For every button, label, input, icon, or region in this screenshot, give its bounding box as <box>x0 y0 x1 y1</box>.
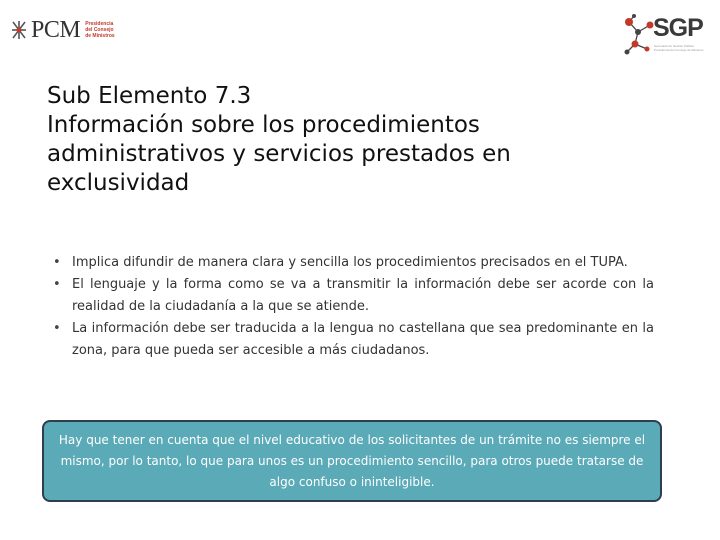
sgp-logo <box>622 12 712 58</box>
slide-title-line: exclusividad <box>47 170 190 196</box>
callout-text: Hay que tener en cuenta que el nivel educativo de los solicitantes de un trámite no es siempre el mismo, por lo tanto, lo que para unos es un procedimiento sencillo, para otros puede tratarse de algo confuso o ininteligible. <box>58 432 646 489</box>
pcm-logo-subtitle <box>85 21 114 39</box>
slide-title-line: administrativos y servicios prestados en <box>47 141 511 167</box>
pcm-subtitle-line: del Consejo <box>85 27 114 33</box>
slide-title-line: Información sobre los procedimientos <box>47 112 480 138</box>
bullet-item: • Implica difundir de manera clara y sencilla los procedimientos precisados en el TUPA. <box>47 252 654 274</box>
pcm-subtitle-line: de Ministros <box>85 33 115 39</box>
callout-box <box>42 420 662 502</box>
sgp-molecule-icon <box>622 12 656 58</box>
slide-title <box>47 82 647 198</box>
sgp-logo-subtitle <box>654 44 712 52</box>
slide-title-line: Sub Elemento 7.3 <box>47 83 252 109</box>
pcm-emblem-icon <box>10 19 28 41</box>
pcm-subtitle-line: Presidencia <box>85 21 114 27</box>
bullet-list <box>47 252 654 362</box>
bullet-item: • La información debe ser traducida a la lengua no castellana que sea predominante en la zona, para que pueda ser accesible a más ciudadanos. <box>47 318 654 362</box>
sgp-subtitle-line: Presidencia del Consejo de Ministros <box>654 48 704 52</box>
pcm-logo <box>10 14 115 46</box>
sgp-subtitle-line: Secretaría de Gestión Pública <box>654 44 694 48</box>
sgp-logo-text: SGP <box>653 14 703 42</box>
bullet-item: • El lenguaje y la forma como se va a transmitir la información debe ser acorde con la realidad de la ciudadanía a la que se atiende. <box>47 274 654 318</box>
pcm-logo-text: PCM <box>31 17 81 43</box>
